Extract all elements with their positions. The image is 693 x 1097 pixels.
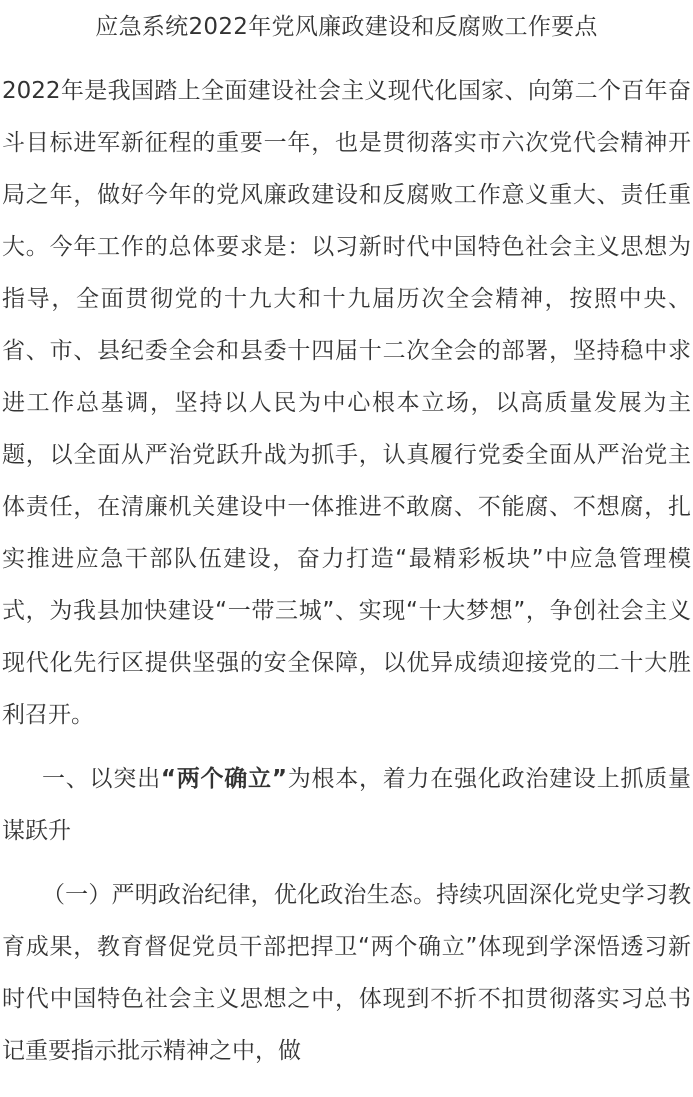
section-1-heading [0, 753, 693, 857]
document-title: 应急系统2022年党风廉政建设和反腐败工作要点 [95, 14, 598, 40]
section-1-prefix: 一、以突出 [42, 766, 161, 792]
section-1-suffix: 为根本，着力在强化政治建设上抓质量谋跃升 [2, 766, 692, 844]
section-1-1-paragraph: （一）严明政治纪律，优化政治生态。持续巩固深化党史学习教育成果，教育督促党员干部把捍卫“两个确立”体现到学深悟透习新时代中国特色社会主义思想之中，体现到不折不扣贯彻落实习总书记重要指示批示精神之中，做 [2, 882, 691, 1064]
intro-paragraph: 2022年是我国踏上全面建设社会主义现代化国家、向第二个百年奋斗目标进军新征程的重要一年，也是贯彻落实市六次党代会精神开局之年，做好今年的党风廉政建设和反腐败工作意义重大、责任重大。今年工作的总体要求是：以习新时代中国特色社会主义思想为指导，全面贯彻党的十九大和十九届历次全会精神，按照中央、省、市、县纪委全会和县委十四届十二次全会的部署，坚持稳中求进工作总基调，坚持以人民为中心根本立场，以高质量发展为主题，以全面从严治党跃升战为抓手，认真履行党委全面从严治党主体责任，在清廉机关建设中一体推进不敢腐、不能腐、不想腐，扎实推进应急干部队伍建设，奋力打造“最精彩板块”中应急管理模式，为我县加快建设“一带三城”、实现“十大梦想”，争创社会主义现代化先行区提供坚强的安全保障，以优异成绩迎接党的二十大胜利召开。 [2, 78, 691, 728]
section-1-highlight: “两个确立” [160, 766, 287, 792]
